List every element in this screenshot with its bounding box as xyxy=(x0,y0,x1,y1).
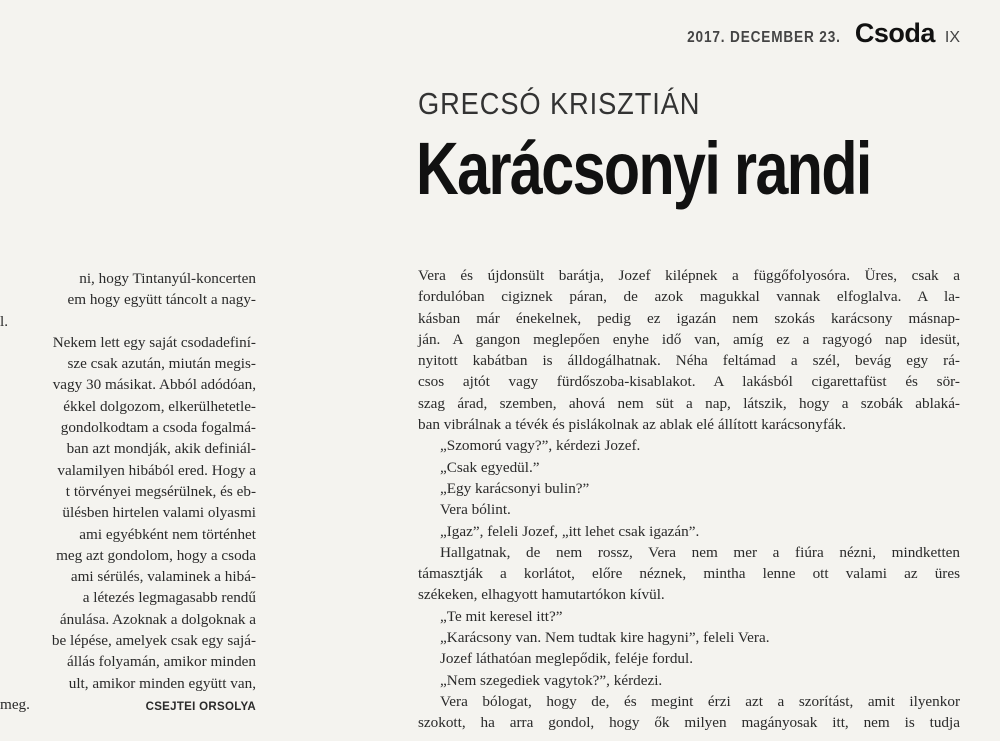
body-line: szokott, ha arra gondol, hogy ők milyen magányosak itt, nem is tudja xyxy=(418,714,960,732)
left-column-line: sze csak azután, miután megis- xyxy=(67,355,256,373)
body-line: nyitott kabátban is álldogálhatnak. Néha feltámad a szél, bevág egy rá- xyxy=(418,352,960,370)
body-line: Vera bólogat, hogy de, és megint érzi azt a szorítást, amit ilyenkor xyxy=(440,692,960,710)
left-column-line: Nekem lett egy saját csodadefiní- xyxy=(52,333,256,351)
left-column-line: be lépése, amelyek csak egy sajá- xyxy=(51,632,256,650)
body-line: csos ajtót vagy fürdőszoba-kisablakot. A lakásból cigarettafüst és sör- xyxy=(418,373,960,391)
body-line: Vera és újdonsült barátja, Jozef kilépnek a függőfolyosóra. Üres, csak a xyxy=(418,267,960,284)
left-column-line: vagy 30 másikat. Abból adódóan, xyxy=(52,376,256,394)
left-column-line: em hogy együtt táncolt a nagy- xyxy=(67,291,256,309)
left-column-line: valamilyen hibából ered. Hogy a xyxy=(57,461,256,479)
left-column-line: ami egyébként nem történhet xyxy=(79,525,256,543)
left-column-line: t törvényei megsérülnek, és eb- xyxy=(65,482,256,500)
left-column-line: ülésben hirtelen valami olyasmi xyxy=(62,504,256,522)
body-line: „Csak egyedül.” xyxy=(440,458,540,476)
body-line: „Te mit keresel itt?” xyxy=(440,607,563,625)
left-column-line: meg azt gondolom, hogy a csoda xyxy=(56,546,256,564)
body-line: székeken, elhagyott hamutartókon kívül. xyxy=(418,586,665,604)
left-column-line: gondolkodtam a csoda fogalmá- xyxy=(60,419,256,437)
left-column-line: állás folyamán, amikor minden xyxy=(67,653,256,671)
left-column-line: ni, hogy Tintanyúl-koncerten xyxy=(79,270,256,287)
article-title: Karácsonyi randi xyxy=(416,127,871,210)
left-column-line: a létezés legmagasabb rendű xyxy=(82,589,256,607)
left-column-line: ami sérülés, valaminek a hibá- xyxy=(70,568,256,586)
body-line: „Igaz”, feleli Jozef, „itt lehet csak igazán”. xyxy=(440,522,700,540)
left-column-line: ánulása. Azoknak a dolgoknak a xyxy=(59,610,256,628)
article-author: GRECSÓ KRISZTIÁN xyxy=(418,86,701,121)
body-line: ban vibrálnak a tévék és pislákolnak az ablak elé állított karácsonyfák. xyxy=(418,416,847,434)
left-column-line: l. xyxy=(0,312,9,330)
body-line: „Nem szegediek vagytok?”, kérdezi. xyxy=(440,671,663,689)
body-line: kásban már énekelnek, pedig ez igazán nem szokás karácsony másnap- xyxy=(418,309,960,327)
left-column-text xyxy=(0,268,256,718)
left-column-line: meg. xyxy=(0,695,30,713)
left-column-line: ult, amikor minden együtt van, xyxy=(68,674,256,692)
page-header xyxy=(660,18,960,49)
left-column-line: ékkel dolgozom, elkerülhetetle- xyxy=(63,397,256,415)
body-line: „Szomorú vagy?”, kérdezi Jozef. xyxy=(440,437,641,455)
issue-date: 2017. DECEMBER 23. xyxy=(687,29,841,46)
body-line: „Karácsony van. Nem tudtak kire hagyni”, feleli Vera. xyxy=(440,629,770,647)
body-line: Jozef láthatóan meglepődik, feléje fordul. xyxy=(440,650,694,668)
body-line: fordulóban cigiznek páran, de azok magukkal vannak elfoglalva. A la- xyxy=(418,288,960,306)
article-body xyxy=(418,265,960,734)
body-line: Vera bólint. xyxy=(440,501,511,519)
left-column-last-line xyxy=(0,694,256,715)
body-line: ján. A gangon meglepően enyhe idő van, amíg ez a ragyogó nap idesüt, xyxy=(418,330,960,348)
body-line: „Egy karácsonyi bulin?” xyxy=(440,479,590,497)
body-line: Hallgatnak, de nem rossz, Vera nem mer a fiúra nézni, mindketten xyxy=(440,543,960,561)
body-line: támasztják a korlátot, előre néznek, mintha lenne ott valami az üres xyxy=(418,565,960,583)
left-column-line: ban azt mondják, akik definiál- xyxy=(66,440,256,458)
page-number: IX xyxy=(944,29,960,46)
section-name: Csoda xyxy=(854,18,935,48)
byline: CSEJTEI ORSOLYA xyxy=(145,700,256,713)
body-line: szag árad, szemben, ahová nem süt a nap, látszik, hogy a szobák ablaká- xyxy=(418,394,960,412)
